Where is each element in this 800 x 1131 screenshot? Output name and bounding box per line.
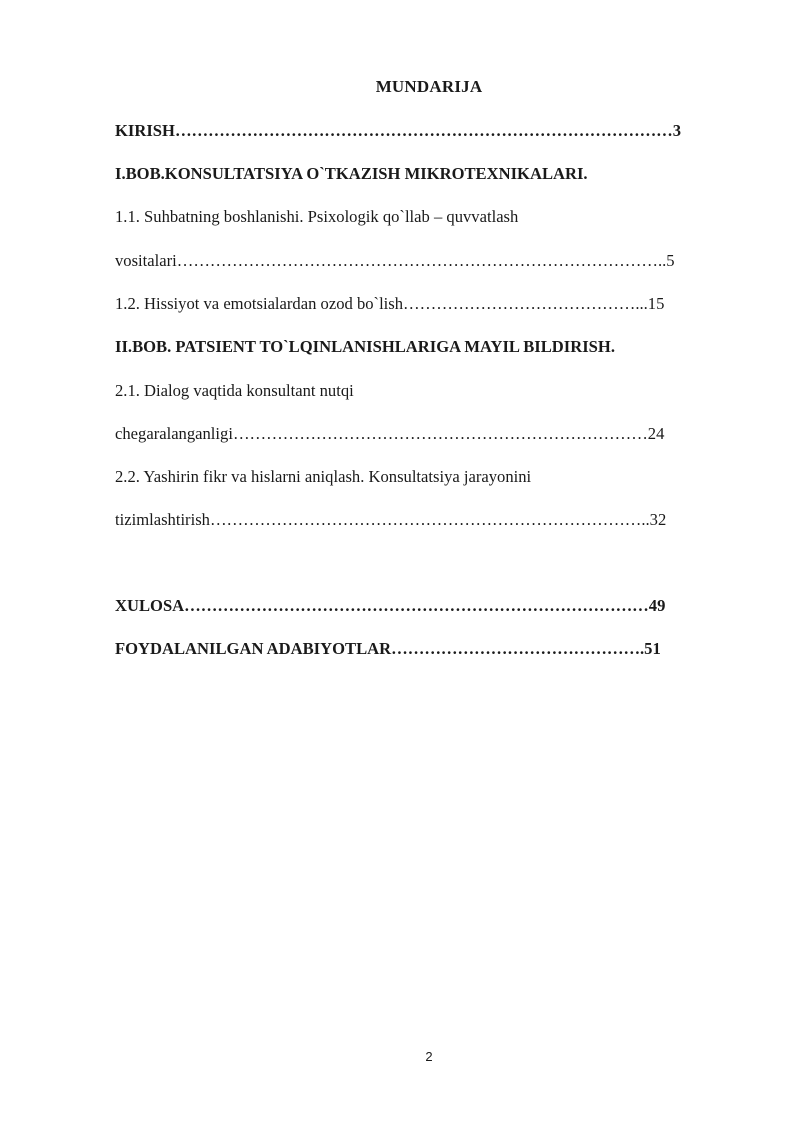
toc-entry-1-1-cont: vositalari……………………………………………………………………………..5 <box>115 251 675 270</box>
page-number: 2 <box>425 1049 433 1064</box>
toc-entry-adabiyotlar: FOYDALANILGAN ADABIYOTLAR……………………………………….51 <box>115 639 661 658</box>
page-title: MUNDARIJA <box>375 77 483 96</box>
toc-chapter-1: I.BOB.KONSULTATSIYA O`TKAZISH MIKROTEXNIKALARI. <box>115 164 588 183</box>
toc-entry-2-2: 2.2. Yashirin fikr va hislarni aniqlash. Konsultatsiya jarayonini <box>115 467 532 486</box>
toc-entry-kirish: KIRISH………………………………………………………………………………3 <box>115 121 682 140</box>
toc-chapter-2: II.BOB. PATSIENT TO`LQINLANISHLARIGA MAYIL BILDIRISH. <box>115 337 615 356</box>
toc-entry-2-1-cont: chegaralanganligi…………………………………………………………………24 <box>115 424 665 443</box>
toc-entry-2-1: 2.1. Dialog vaqtida konsultant nutqi <box>115 381 354 400</box>
toc-entry-1-2: 1.2. Hissiyot va emotsialardan ozod bo`lish……………………………………...15 <box>115 294 665 313</box>
toc-entry-1-1: 1.1. Suhbatning boshlanishi. Psixologik qo`llab – quvvatlash <box>115 207 519 226</box>
toc-entry-2-2-cont: tizimlashtirish……………………………………………………………………..32 <box>115 510 667 529</box>
toc-entry-xulosa: XULOSA…………………………………………………………………………49 <box>115 596 666 615</box>
